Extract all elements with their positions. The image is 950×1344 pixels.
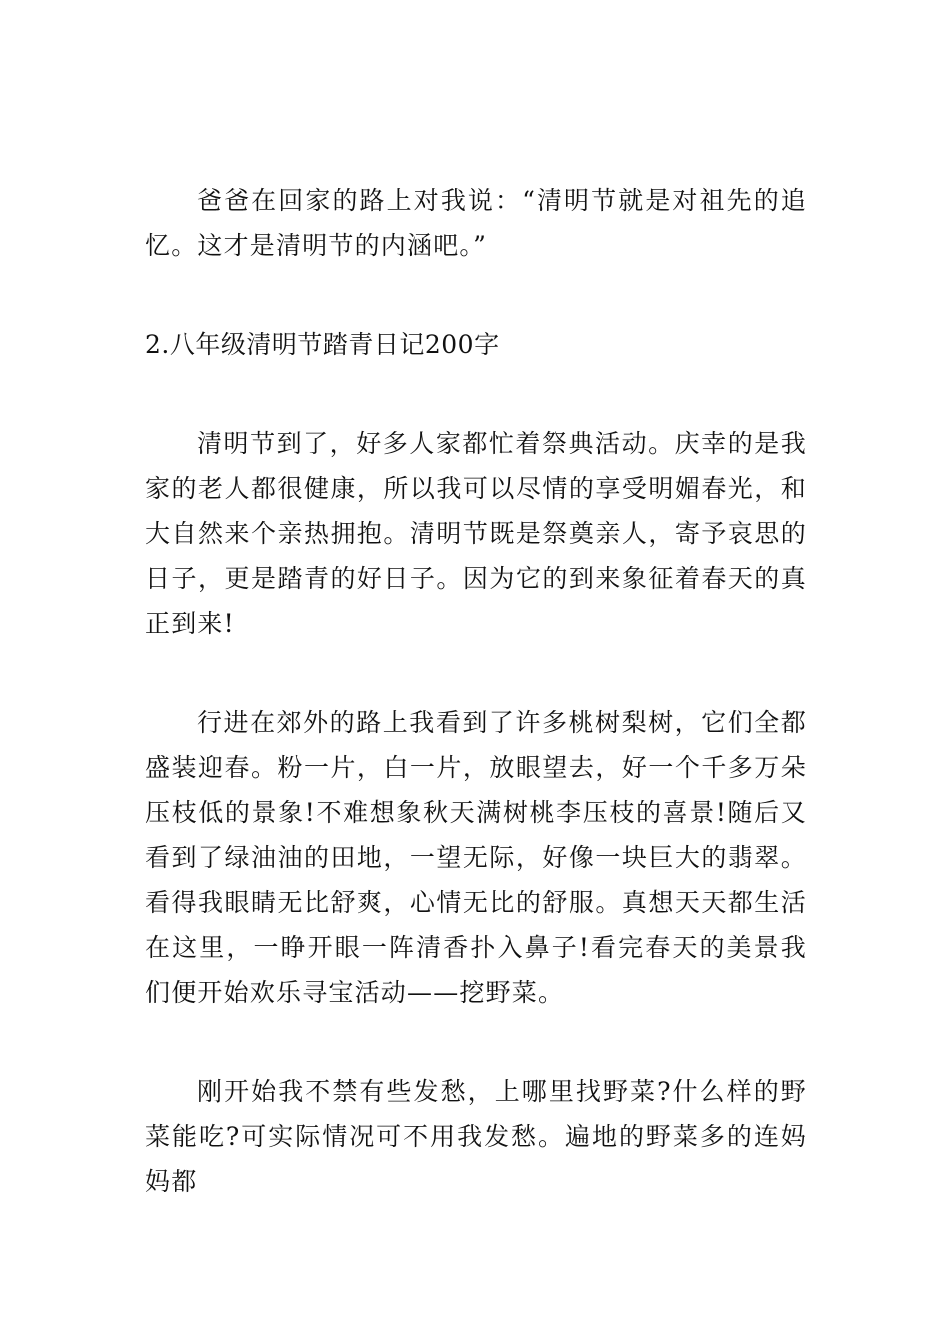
document-body	[145, 178, 807, 1204]
paragraph-gap	[145, 268, 807, 322]
paragraph-gap	[145, 1015, 807, 1069]
paragraph-wild-vegetables: 刚开始我不禁有些发愁，上哪里找野菜?什么样的野菜能吃?可实际情况可不用我发愁。遍地的野菜多的连妈妈都	[145, 1077, 807, 1196]
paragraph-suburb-walk: 行进在郊外的路上我看到了许多桃树梨树，它们全都盛装迎春。粉一片，白一片，放眼望去，好一个千多万朵压枝低的景象!不难想象秋天满树桃李压枝的喜景!随后又看到了绿油油的田地，一望无际，好像一块巨大的翡翠。看得我眼睛无比舒爽，心情无比的舒服。真想天天都生活在这里，一睁开眼一阵清香扑入鼻子!看完春天的美景我们便开始欢乐寻宝活动——挖野菜。	[145, 708, 807, 1007]
section-heading: 2.八年级清明节踏青日记200字	[145, 330, 500, 359]
paragraph-gap	[145, 367, 807, 421]
paragraph-qingming-arrived: 清明节到了，好多人家都忙着祭典活动。庆幸的是我家的老人都很健康，所以我可以尽情的享受明媚春光，和大自然来个亲热拥抱。清明节既是祭奠亲人，寄予哀思的日子，更是踏青的好日子。因为它的到来象征着春天的真正到来!	[145, 429, 807, 638]
paragraph-gap	[145, 646, 807, 700]
paragraph-father-quote: 爸爸在回家的路上对我说：“清明节就是对祖先的追忆。这才是清明节的内涵吧。”	[145, 186, 807, 260]
